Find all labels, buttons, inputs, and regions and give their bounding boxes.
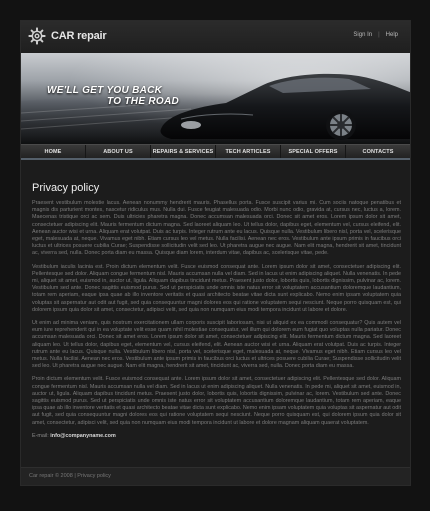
nav-repairs-services[interactable]: REPAIRS & SERVICES: [151, 145, 216, 158]
logo[interactable]: [28, 27, 106, 45]
paragraph-1: Praesent vestibulum molestie lacus. Aenean nonummy hendrerit mauris. Phasellus porta. Fusce suscipit varius mi. Cum sociis natoque penatibus et magnis dis parturient montes, nascetur ridiculus mus. Nulla dui. Fusce feugiat malesuada odio. Morbi nunc odio, gravida at, cursus nec, luctus a, lorem. Maecenas tristique orci ac sem. Duis ultricies pharetra magna. Donec accumsan malesuada orci. Donec sit amet eros. Lorem ipsum dolor sit amet, consectetuer adipiscing elit. Mauris fermentum dictum magna. Sed laoreet aliquam leo. Ut tellus dolor, dapibus eget, elementum vel, cursus eleifend, elit. Aenean auctor wisi et urna. Aliquam erat volutpat. Duis ac turpis. Integer rutrum ante eu lacus. Quisque nulla. Vestibulum libero nisl, porta vel, scelerisque eget, malesuada at, neque. Vivamus eget nibh. Etiam cursus leo vel metus. Nulla facilisi. Aenean nec eros. Vestibulum ante ipsum primis in faucibus orci luctus et ultrices posuere cubilia Curae; Suspendisse sollicitudin velit sed leo. Ut pharetra augue nec augue. Nam elit magna, hendrerit sit amet, tincidunt ac, viverra sed, nulla. Donec porta diam eu massa. Quisque diam lorem, interdum vitae, dapibus ac, scelerisque vitae, pede.: [32, 200, 401, 257]
footer-privacy-link[interactable]: Privacy policy: [77, 473, 111, 479]
email-link[interactable]: info@companyname.com: [50, 432, 116, 439]
site-header: [21, 21, 410, 53]
tagline-line-1: WE'LL GET YOU BACK: [47, 85, 163, 96]
nav-tech-articles[interactable]: TECH ARTICLES: [216, 145, 281, 158]
nav-contacts[interactable]: CONTACTS: [362, 149, 394, 155]
help-link[interactable]: Help: [385, 32, 398, 38]
tagline-line-2: TO THE ROAD: [107, 96, 180, 107]
site-footer: [21, 467, 410, 485]
email-label: E-mail:: [32, 432, 49, 439]
paragraph-3: Ut enim ad minima veniam, quis nostrum exercitationem ullam corporis suscipit laboriosam, nisi ut aliquid ex ea commodi consequatur? Quis autem vel eum iure reprehenderit qui in ea voluptate velit esse quam nihil molestiae consequatur, vel illum qui dolorem eum fugiat quo voluptas nulla pariatur. Donec accumsan malesuada orci. Donec sit amet eros. Lorem ipsum dolor sit amet, consectetuer adipiscing elit. Mauris fermentum dictum magna. Sed laoreet aliquam leo. Ut tellus dolor, dapibus eget, elementum vel, cursus eleifend, elit. Aenean auctor wisi et urna. Aliquam erat volutpat. Duis ac turpis. Integer rutrum ante eu lacus. Quisque nulla. Vestibulum libero nisl, porta vel, scelerisque eget, malesuada at, neque. Vivamus eget nibh. Etiam cursus leo vel metus. Nulla facilisi. Aenean nec eros. Vestibulum ante ipsum primis in faucibus orci luctus et ultrices posuere cubilia Curae; Suspendisse sollicitudin velit sed leo. Ut pharetra augue nec augue. Nam elit magna, hendrerit sit amet, tincidunt ac, viverra sed, nulla. Donec porta diam eu massa.: [32, 320, 401, 370]
gear-logo-icon: [28, 27, 46, 45]
banner-tagline: [47, 85, 179, 107]
main-content: [21, 160, 410, 439]
hero-banner: [21, 53, 410, 144]
main-nav: [21, 144, 410, 160]
page-title: Privacy policy: [32, 182, 100, 194]
footer-copyright: Car repair © 2008: [29, 473, 73, 479]
nav-home[interactable]: HOME: [21, 145, 86, 158]
email-line: [32, 433, 401, 439]
page-frame: [20, 20, 411, 486]
paragraph-2: Vestibulum iaculis lacinia est. Proin dictum elementum velit. Fusce euismod consequat ante. Lorem ipsum dolor sit amet, consectetuer adipiscing elit. Pellentesque sed dolor. Aliquam congue fermentum nisl. Mauris accumsan nulla vel diam. Sed in lacus ut enim adipiscing aliquet. Nulla venenatis. In pede mi, aliquet sit amet, euismod in, auctor ut, ligula. Aliquam dapibus tincidunt metus. Praesent justo dolor, lobortis quis, lobortis dignissim, pulvinar ac, lorem. Vestibulum sed ante. Donec sagittis euismod purus. Sed ut perspiciatis unde omnis iste natus error sit voluptatem accusantium doloremque laudantium, totam rem aperiam, eaque ipsa quae ab illo inventore veritatis et quasi architecto beatae vitae dicta sunt explicabo. Nemo enim ipsam voluptatem quia voluptas sit aspernatur aut odit aut fugit, sed quia consequuntur magni dolores eos qui ratione voluptatem sequi nesciunt. Neque porro quisquam est, qui dolorem ipsum quia dolor sit amet, consectetur, adipisci velit, sed quia non numquam eius modi tempora incidunt ut labore et dolore.: [32, 263, 401, 313]
brand-name: CAR repair: [51, 30, 107, 42]
nav-special-offers[interactable]: SPECIAL OFFERS: [281, 145, 346, 158]
sign-in-link[interactable]: Sign In: [353, 32, 373, 38]
top-links: [353, 32, 398, 38]
nav-about-us[interactable]: ABOUT US: [86, 145, 151, 158]
paragraph-4: Proin dictum elementum velit. Fusce euismod consequat ante. Lorem ipsum dolor sit amet, consectetuer adipiscing elit. Pellentesque sed dolor. Aliquam congue fermentum nisl. Mauris accumsan nulla vel diam. Sed in lacus ut enim adipiscing aliquet. Nulla venenatis. In pede mi, aliquet sit amet, euismod in, auctor ut, ligula. Aliquam dapibus tincidunt metus. Praesent justo dolor, lobortis quis, lobortis dignissim, pulvinar ac, lorem. Vestibulum sed ante. Donec sagittis euismod purus. Sed ut perspiciatis unde omnis iste natus error sit voluptatem accusantium doloremque laudantium, totam rem aperiam, eaque ipsa quae ab illo inventore veritatis et quasi architecto beatae vitae dicta sunt explicabo. Nemo enim ipsam voluptatem quia voluptas sit aspernatur aut odit aut fugit, sed quia consequuntur magni dolores eos qui ratione voluptatem sequi nesciunt. Neque porro quisquam est, qui dolorem ipsum quia dolor sit amet, consectetur, adipisci velit, sed quia non numquam eius modi tempora incidunt ut labore et dolore magnam aliquam quaerat voluptatem.: [32, 376, 401, 426]
footer-separator: |: [74, 473, 76, 479]
top-links-separator: |: [378, 32, 380, 38]
